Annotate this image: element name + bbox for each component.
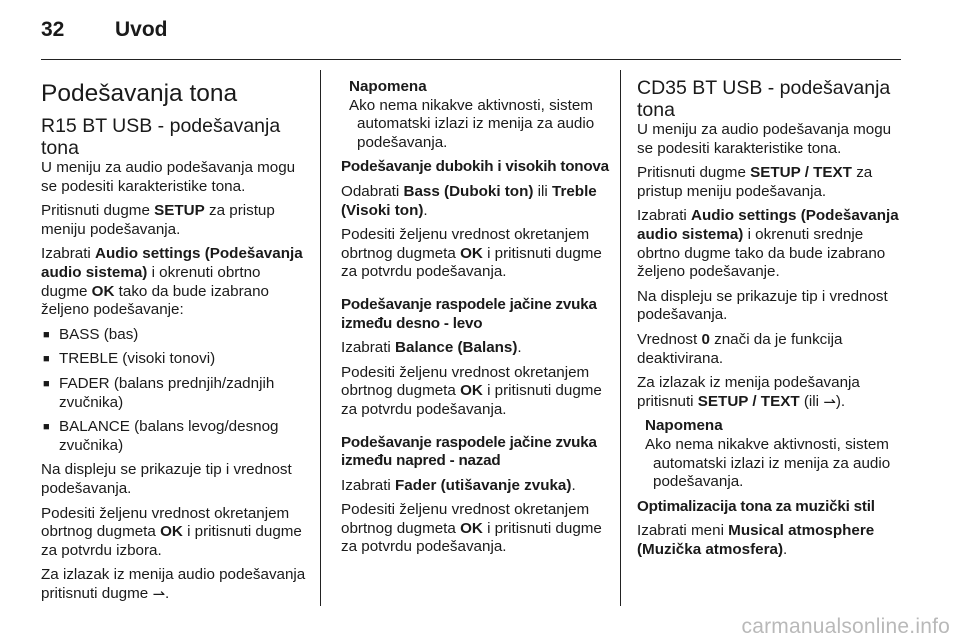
column-divider-1: [320, 70, 321, 606]
note-box: Napomena Ako nema nikakve aktivnosti, sistem automatski izlazi iz menija za audio podešavanja.: [645, 417, 891, 491]
fader-select: Izabrati Fader (utišavanje zvuka).: [341, 476, 576, 494]
subsection-title-line2: tona: [637, 99, 675, 121]
page-number: 32: [41, 18, 65, 41]
column-2: [341, 78, 609, 563]
column-3: [637, 78, 905, 565]
music-style-select: Izabrati meni Musical atmosphere (Muzička atmosfera).: [637, 522, 875, 558]
list-item: ■ BALANCE (balans levog/desnog zvučnika): [43, 418, 279, 454]
exit-paragraph: Za izlazak iz menija podešavanja pritisnuti SETUP / TEXT (ili ⇀).: [637, 374, 860, 411]
bullet-square-icon: ■: [43, 377, 50, 390]
fader-adjust: Podesiti željenu vrednost okretanjem obrtnog dugmeta OK i pritisnuti dugme za potvrdu podešavanja.: [341, 501, 602, 556]
setup-paragraph: Pritisnuti dugme SETUP za pristup meniju podešavanja.: [41, 202, 275, 238]
list-item: ■ TREBLE (visoki tonovi): [43, 350, 216, 368]
bullet-square-icon: ■: [43, 353, 50, 366]
bass-treble-adjust: Podesiti željenu vrednost okretanjem obrtnog dugmeta OK i pritisnuti dugme za potvrdu podešavanja.: [341, 226, 602, 281]
zero-value-paragraph: Vrednost 0 znači da je funkcija deaktivirana.: [637, 330, 843, 367]
bass-treble-select: Odabrati Bass (Duboki ton) ili Treble (Visoki ton).: [341, 182, 597, 219]
select-paragraph: Izabrati Audio settings (Podešavanja audio sistema) i okrenuti srednje obrtno dugme tako da bude izabrano željeno podešavanje.: [637, 207, 899, 281]
section-title: Podešavanja tona: [41, 80, 238, 107]
display-paragraph: Na displeju se prikazuje tip i vrednost podešavanja.: [637, 287, 888, 324]
display-paragraph: Na displeju se prikazuje tip i vrednost podešavanja.: [41, 461, 292, 497]
subsection-title-line1: CD35 BT USB - podešavanja: [637, 77, 891, 99]
select-paragraph: Izabrati Audio settings (Podešavanja audio sistema) i okrenuti obrtno dugme OK tako da bude izabrano željeno podešavanje:: [41, 245, 303, 319]
bullet-square-icon: ■: [43, 421, 50, 434]
column-divider-2: [620, 70, 621, 606]
music-style-heading: Optimalizacija tona za muzički stil: [637, 497, 875, 515]
back-arrow-icon: ⇀: [152, 585, 166, 603]
balance-adjust: Podesiti željenu vrednost okretanjem obrtnog dugmeta OK i pritisnuti dugme za potvrdu podešavanja.: [341, 363, 602, 418]
page-header: [41, 18, 168, 42]
setup-paragraph: Pritisnuti dugme SETUP / TEXT za pristup meniju podešavanja.: [637, 164, 873, 200]
exit-paragraph: Za izlazak iz menija audio podešavanja pritisnuti dugme ⇀.: [41, 566, 306, 603]
bass-treble-heading: Podešavanje dubokih i visokih tonova: [341, 158, 609, 176]
balance-select: Izabrati Balance (Balans).: [341, 339, 522, 357]
balance-heading: Podešavanje raspodele jačine zvuka između desno - levo: [341, 295, 597, 332]
fader-heading: Podešavanje raspodele jačine zvuka između napred - nazad: [341, 433, 597, 470]
subsection-title-line2: tona: [41, 137, 79, 159]
bullet-square-icon: ■: [43, 328, 50, 341]
back-arrow-icon: ⇀: [823, 393, 836, 411]
list-item: ■ BASS (bas): [43, 325, 139, 343]
intro-paragraph: U meniju za audio podešavanja mogu se podesiti karakteristike tona.: [41, 159, 296, 195]
list-item: ■ FADER (balans prednjih/zadnjih zvučnika): [43, 374, 275, 411]
note-box: Napomena Ako nema nikakve aktivnosti, sistem automatski izlazi iz menija za audio podešavanja.: [349, 78, 595, 151]
watermark: carmanualsonline.info: [741, 615, 950, 638]
adjust-paragraph: Podesiti željenu vrednost okretanjem obrtnog dugmeta OK i pritisnuti dugme za potvrdu izbora.: [41, 504, 302, 559]
subsection-title-line1: R15 BT USB - podešavanja: [41, 115, 281, 137]
chapter-title: Uvod: [115, 18, 168, 41]
intro-paragraph: U meniju za audio podešavanja mogu se podesiti karakteristike tona.: [637, 121, 892, 157]
header-rule: [41, 59, 901, 60]
column-1: [41, 74, 309, 609]
